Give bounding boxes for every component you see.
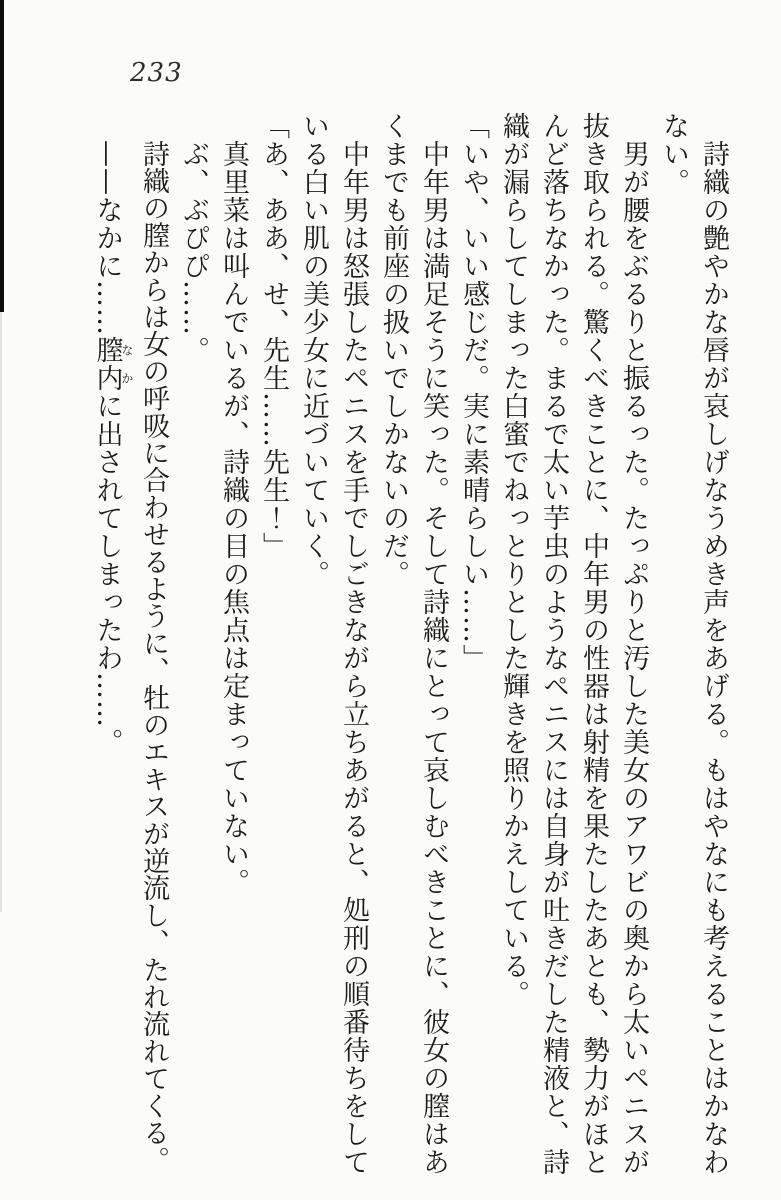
paragraph: 詩織の膣からは女の呼吸に合わせるように、牡のエキスが逆流し、たれ流れてくる。 (138, 140, 169, 1174)
paragraph: 中年男は満足そうに笑った。そして詩織にとって哀しむべきことに、彼女の膣はあくまでも前座の扱いでしかないのだ。 (378, 112, 449, 1176)
vertical-text-block (87, 112, 734, 1192)
paragraph: 真里菜は叫んでいるが、詩織の目の焦点は定まっていない。 (218, 140, 249, 896)
paragraph: 中年男は怒張したペニスを手でしごきながら立ちあがると、処刑の順番待ちをしている白い肌の美少女に近づいていく。 (298, 112, 369, 1176)
ruby-annotated-word: 膣内なか (91, 336, 134, 392)
paragraph: 男が腰をぶるりと振るった。たっぷりと汚した美女のアワビの奥から太いペニスが抜き取られる。驚くべきことに、中年男の性器は射精を果たしたあとも、勢力がほとんど落ちなかった。まるで太い芋虫のようなペニスには自身が吐きだした精液と、詩織が漏らしてしまった白蜜でねっとりとした輝きを照りかえしている。 (498, 112, 649, 1176)
paragraph: 詩織の艶やかな唇が哀しげなうめき声をあげる。もはやなにも考えることはかなわない。 (658, 112, 729, 1176)
paragraph: 「いや、いい感じだ。実に素晴らしい……」 (458, 112, 489, 672)
paragraph: ——なかに……膣内なかに出されてしまったわ……。 (91, 140, 134, 756)
scan-edge-bar (0, 0, 4, 312)
paragraph: 「あ、ああ、せ、先生……先生！」 (258, 112, 289, 560)
scan-edge-faint-line (0, 312, 2, 912)
paragraph: ぶ、ぶぴぴ……。 (178, 140, 209, 364)
page-number: 233 (130, 58, 183, 88)
